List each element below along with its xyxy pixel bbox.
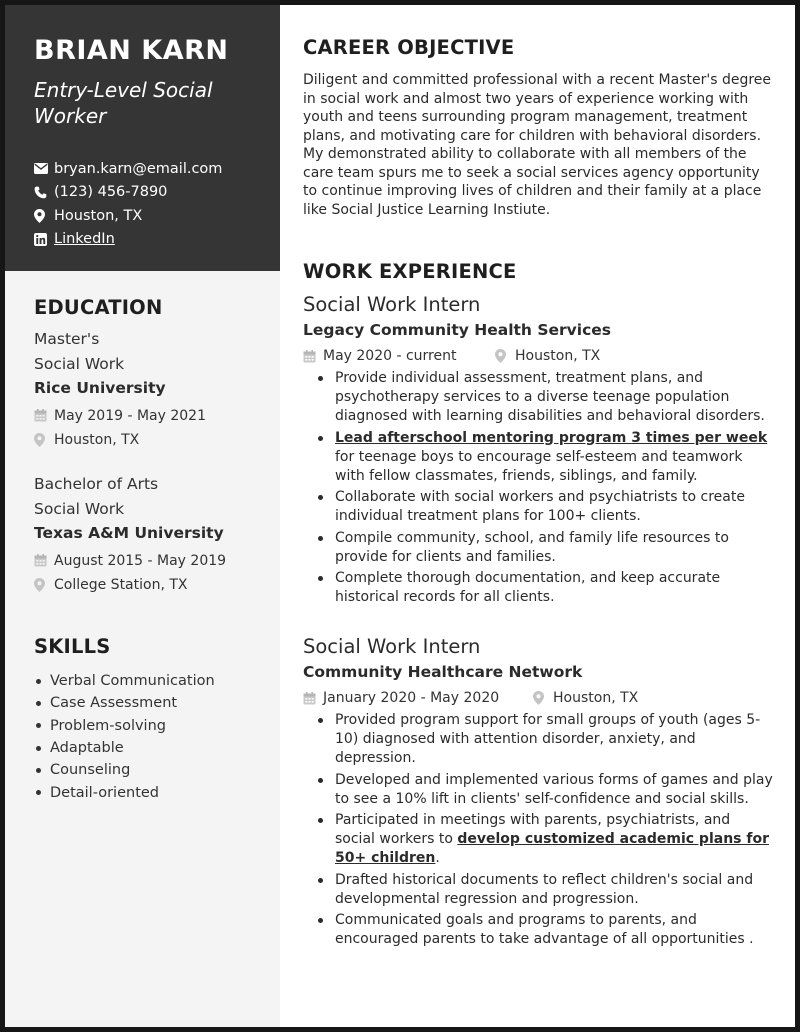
contact-linkedin[interactable] — [34, 228, 222, 252]
skills-list — [34, 670, 215, 804]
education-item-1 — [34, 330, 264, 452]
edu-location-text: College Station, TX — [54, 576, 188, 593]
location-text: Houston, TX — [54, 207, 143, 224]
job-bullet: Participated in meetings with parents, psychiatrists, and social workers to develop customized academic plans for 50+ children. — [303, 811, 773, 868]
job-location: Houston, TX — [533, 690, 638, 706]
job-dates: May 2020 - current — [303, 348, 495, 364]
edu-location — [34, 573, 264, 597]
phone-text: (123) 456-7890 — [54, 184, 168, 201]
calendar-icon — [303, 692, 323, 705]
map-pin-icon — [495, 349, 515, 363]
job-1 — [303, 293, 773, 610]
phone-icon — [34, 186, 54, 199]
map-pin-icon — [34, 209, 54, 223]
job-org: Legacy Community Health Services — [303, 321, 612, 339]
edu-dates-text: May 2019 - May 2021 — [54, 407, 206, 424]
job-dates: January 2020 - May 2020 — [303, 690, 533, 706]
header-block — [5, 5, 280, 271]
edu-school: Texas A&M University — [34, 524, 224, 542]
job-2 — [303, 635, 773, 952]
job-bullet: Collaborate with social workers and psychiatrists to create individual treatment plans for 100+ clients. — [303, 488, 773, 526]
objective-heading: CAREER OBJECTIVE — [303, 36, 515, 59]
education-heading: EDUCATION — [34, 296, 163, 319]
objective-text: Diligent and committed professional with a recent Master's degree in social work and almost two years of experience working with youth and teens surrounding program management, treatment plans, and motivating care for children with behavioral disorders. My demonstrated ability to collaborate with all members of the care team spurs me to seek a social services agency opportunity to continue improving lives of children and their family at a place like Social Justice Learning Instiute. — [303, 72, 772, 218]
candidate-name: BRIAN KARN — [34, 35, 229, 66]
edu-degree: Master's — [34, 330, 100, 348]
calendar-icon — [303, 350, 323, 363]
skill-item: Verbal Communication — [34, 670, 215, 692]
job-bullet: Lead afterschool mentoring program 3 times per week for teenage boys to encourage self-esteem and teamwork with fellow classmates, friends, siblings, and family. — [303, 429, 773, 486]
edu-field: Social Work — [34, 499, 125, 518]
job-bullets — [303, 369, 773, 607]
edu-location — [34, 428, 264, 452]
calendar-icon — [34, 409, 54, 422]
contact-list — [34, 157, 222, 251]
edu-dates — [34, 549, 264, 573]
job-bullet: Complete thorough documentation, and keep accurate historical records for all clients. — [303, 569, 773, 607]
job-role: Social Work Intern — [303, 293, 481, 316]
highlight-link: develop customized academic plans for 50+ children — [335, 831, 769, 866]
linkedin-icon — [34, 233, 54, 246]
map-pin-icon — [533, 691, 553, 705]
job-meta — [303, 687, 773, 709]
edu-degree: Bachelor of Arts — [34, 475, 159, 493]
edu-dates — [34, 404, 264, 428]
skill-item: Counseling — [34, 759, 215, 781]
contact-email[interactable] — [34, 157, 222, 181]
contact-location — [34, 204, 222, 228]
job-bullet: Provided program support for small groups of youth (ages 5-10) diagnosed with attention disorder, anxiety, and depression. — [303, 711, 773, 768]
edu-school: Rice University — [34, 379, 166, 397]
linkedin-link[interactable]: LinkedIn — [54, 231, 115, 248]
edu-location-text: Houston, TX — [54, 431, 140, 448]
skill-item: Detail-oriented — [34, 781, 215, 803]
email-text: bryan.karn@email.com — [54, 160, 223, 177]
job-bullet: Drafted historical documents to reflect children's social and developmental regression and progression. — [303, 871, 773, 909]
calendar-icon — [34, 554, 54, 567]
job-org: Community Healthcare Network — [303, 663, 583, 681]
experience-heading: WORK EXPERIENCE — [303, 260, 517, 283]
edu-dates-text: August 2015 - May 2019 — [54, 552, 227, 569]
skill-item: Case Assessment — [34, 692, 215, 714]
job-bullet: Communicated goals and programs to parents, and encouraged parents to take advantage of all opportunities . — [303, 911, 773, 949]
job-bullets — [303, 711, 773, 949]
map-pin-icon — [34, 578, 54, 592]
sidebar — [5, 5, 280, 1027]
contact-phone[interactable] — [34, 181, 222, 205]
envelope-icon — [34, 163, 54, 174]
candidate-title: Entry-Level Social Worker — [34, 78, 213, 128]
highlight-link: Lead afterschool mentoring program 3 times per week — [335, 429, 768, 446]
job-bullet: Developed and implemented various forms of games and play to see a 10% lift in clients' self-confidence and social skills. — [303, 771, 773, 809]
job-location: Houston, TX — [495, 348, 600, 364]
job-role: Social Work Intern — [303, 635, 481, 658]
job-meta — [303, 345, 773, 367]
job-bullet: Provide individual assessment, treatment plans, and psychotherapy services to a diverse teenage population diagnosed with learning disabilities and behavioral disorders. — [303, 369, 773, 426]
skills-heading: SKILLS — [34, 635, 111, 658]
job-bullet: Compile community, school, and family life resources to provide for clients and families. — [303, 529, 773, 567]
edu-field: Social Work — [34, 354, 125, 373]
education-item-2 — [34, 475, 264, 597]
map-pin-icon — [34, 433, 54, 447]
skill-item: Problem-solving — [34, 715, 215, 737]
skill-item: Adaptable — [34, 737, 215, 759]
